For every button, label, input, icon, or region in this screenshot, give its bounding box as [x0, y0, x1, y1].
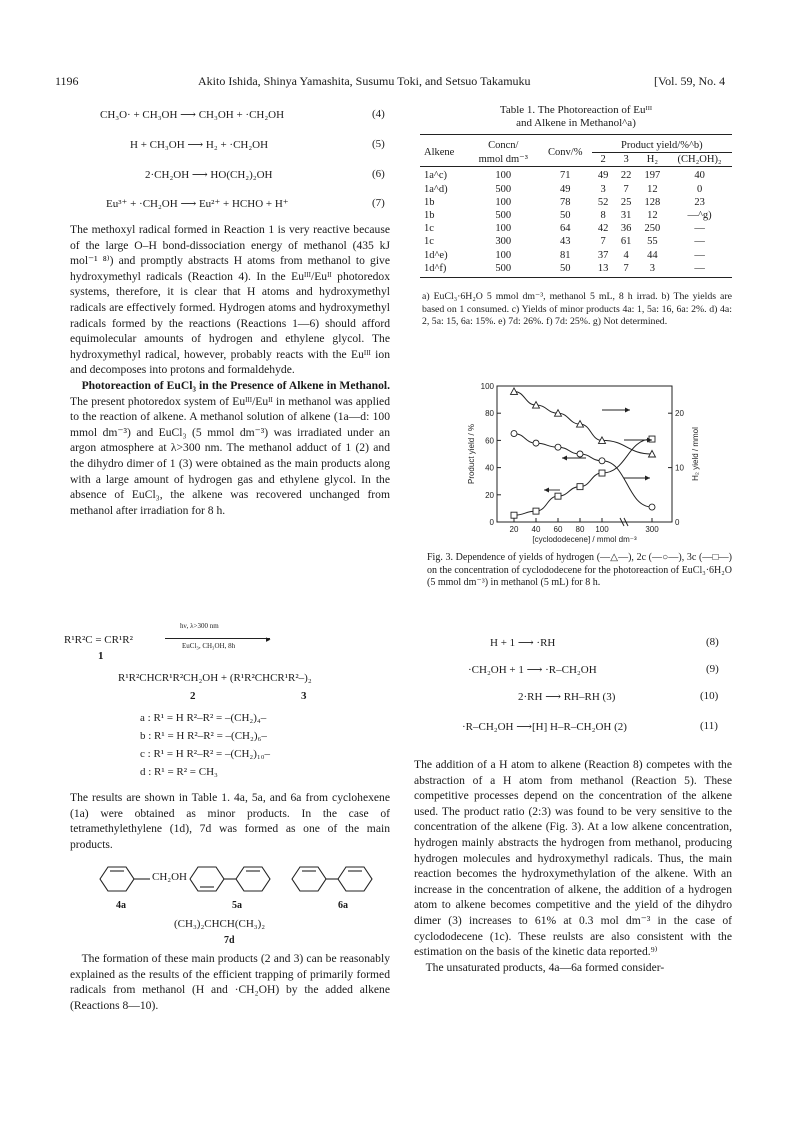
data-point-circle — [511, 431, 517, 437]
table-cell: 500 — [495, 262, 512, 274]
paragraph: The results are shown in Table 1. 4a, 5a, and 6a from cyclohexene (1a) were obtained as minor products. In the case of tetramethylethylene (1d), 7d was formed as one of the main products. — [70, 791, 390, 851]
table-cell: 31 — [620, 210, 632, 222]
table-cell: —^g) — [687, 210, 712, 222]
equation-4: CH₃O· + CH₃OH ⟶ CH₃OH + ·CH₂OH — [100, 109, 285, 121]
table-cell: 49 — [597, 170, 609, 182]
equation-8: H + 1 ⟶ ·RH — [490, 637, 556, 649]
y-tick-label: 80 — [485, 409, 494, 419]
table-cell: 12 — [647, 210, 658, 222]
left-text-block-3 — [70, 951, 390, 1013]
equation-7: Eu³⁺ + ·CH₂OH ⟶ Eu²⁺ + HCHO + H⁺ — [106, 198, 289, 210]
table-cell: 1b — [424, 210, 435, 222]
column-subheader: 2 — [600, 154, 606, 166]
arrow-head-icon — [645, 476, 650, 481]
scheme-definition-b: b : R¹ = H R²–R² = –(CH₂)₆– — [140, 730, 267, 742]
table-cell: 100 — [495, 196, 512, 208]
section-heading: Photoreaction of EuCl₃ in the Presence of Alkene in Methanol. — [81, 378, 390, 392]
table-cell: 1a^c) — [424, 170, 447, 182]
equation-number: (8) — [706, 636, 719, 648]
scheme-condition-bottom: EuCl₃, CH₃OH, 8h — [182, 642, 236, 650]
column-subheader: H₂ — [646, 154, 659, 166]
x-tick-label: 20 — [509, 525, 519, 534]
table-title-line-2: and Alkene in Methanol^a) — [516, 117, 636, 129]
table-cell: 3 — [649, 262, 656, 274]
table-cell: 500 — [495, 210, 512, 222]
chart-svg — [462, 380, 720, 546]
table-cell: — — [694, 236, 705, 248]
x-tick-label: 100 — [595, 525, 609, 534]
right-text-block — [414, 757, 732, 975]
table-cell: 1c — [424, 223, 434, 235]
table-cell: 71 — [559, 170, 571, 182]
paragraph: The methoxyl radical formed in Reaction 1 is very reactive because of the large O–H bond-dissociation energy of methanol (435 kJ mol⁻¹ ⁸⁾) and promptly abstracts H atoms from methanol to give hydroxymethyl radicals (Reaction 4). In the Euᴵᴵᴵ/Euᴵᴵ photoredox systems, therefore, it is clear that H atoms and hydroxymethyl radicals are effectively formed. Hydrogen atoms and hydroxymethyl radicals formed by the reactions (Reactions 1—6) should afford equimolecular amounts of hydrogen and ethylene glycol. The hydroxymethyl radical, however, probably reacts with the Euᴵᴵᴵ ion and decomposes into protons and formaldehyde. — [70, 223, 390, 377]
column-subheader: (CH₂OH)₂ — [677, 154, 722, 166]
table-cell: 8 — [600, 210, 606, 222]
table-cell: — — [694, 223, 705, 235]
equation-10: 2·RH ⟶ RH–RH (3) — [518, 691, 616, 703]
table-cell: 23 — [694, 196, 705, 208]
cyclohexene-structures — [96, 862, 386, 896]
table-row — [420, 209, 732, 222]
table-cell: 22 — [620, 170, 632, 182]
scheme-label-2: 2 — [190, 690, 196, 702]
formula-7d: (CH₃)₂CHCH(CH₃)₂ — [174, 918, 266, 930]
label-6a: 6a — [338, 900, 348, 911]
table-cell: 100 — [495, 223, 512, 235]
figure-caption: Fig. 3. Dependence of yields of hydrogen (—△—), 2c (—○—), 3c (—□—) on the concentration of cyclododecene for the photoreaction of EuCl₃·6H₂O (5 mmol dm⁻³) in methanol (5 mL) for 8 h. — [427, 552, 732, 589]
table-cell: 1d^e) — [424, 249, 448, 261]
y2-tick-label: 20 — [675, 409, 684, 419]
column-header: Alkene — [424, 147, 455, 159]
arrow-head-icon: ▸ — [266, 634, 271, 644]
scheme-condition-top: hν, λ>300 nm — [180, 622, 219, 630]
label-7d: 7d — [224, 935, 235, 946]
equation-number: (7) — [372, 197, 385, 209]
left-text-block-1 — [70, 222, 390, 518]
table-cell: 40 — [694, 170, 705, 182]
figure-3 — [462, 380, 720, 546]
table-cell: 1b — [424, 196, 435, 208]
equation-number: (11) — [700, 720, 718, 732]
table-cell: 55 — [647, 236, 658, 248]
table-cell: — — [694, 262, 705, 274]
label-5a: 5a — [232, 900, 242, 911]
x-tick-label: 300 — [645, 525, 659, 534]
y-tick-label: 60 — [485, 436, 494, 446]
table-cell: 49 — [559, 183, 571, 195]
column-header: Concn/ — [488, 140, 519, 152]
table-cell: 250 — [644, 223, 661, 235]
equation-6: 2·CH₂OH ⟶ HO(CH₂)₂OH — [145, 169, 273, 181]
running-authors: Akito Ishida, Shinya Yamashita, Susumu Toki, and Setsuo Takamuku — [198, 74, 531, 88]
data-point-circle — [555, 444, 561, 450]
table-cell: 78 — [559, 196, 571, 208]
table-cell: 3 — [600, 183, 606, 195]
table-title-line-1: Table 1. The Photoreaction of Euᴵᴵᴵ — [499, 104, 653, 116]
x-tick-label: 40 — [531, 525, 541, 534]
table-rule — [420, 277, 732, 278]
substituent-label: CH₂OH — [152, 871, 188, 883]
page-number: 1196 — [55, 74, 79, 88]
left-text-block-2 — [70, 790, 390, 852]
table-body — [420, 167, 732, 275]
table-cell: 12 — [647, 183, 658, 195]
table-cell: 81 — [559, 249, 571, 261]
table-row — [420, 262, 732, 275]
table-cell: 64 — [559, 223, 571, 235]
equation-number: (6) — [372, 168, 385, 180]
arrow-head-icon — [562, 456, 567, 461]
table-cell: 37 — [597, 249, 609, 261]
table-cell: 13 — [597, 262, 609, 274]
series-line — [514, 439, 652, 515]
table-row — [420, 167, 732, 183]
y-tick-label: 40 — [485, 463, 494, 473]
arrow-head-icon — [625, 408, 630, 413]
table-cell: 0 — [696, 183, 703, 195]
scheme-products: R¹R²CHCR¹R²CH₂OH + (R¹R²CHCR¹R²–)₂ — [118, 672, 312, 684]
data-point-circle — [533, 440, 539, 446]
table-cell: 4 — [623, 249, 629, 261]
data-point-square — [555, 493, 561, 499]
y2-tick-label: 10 — [675, 463, 684, 473]
equation-5: H + CH₃OH ⟶ H₂ + ·CH₂OH — [130, 139, 269, 151]
paragraph: The unsaturated products, 4a—6a formed consider- — [425, 960, 665, 974]
table-cell: 50 — [559, 262, 571, 274]
scheme-reactant: R¹R²C = CR¹R² — [64, 634, 133, 646]
table-cell: 50 — [559, 210, 571, 222]
column-header: Conv/% — [548, 147, 583, 159]
scheme-definition-a: a : R¹ = H R²–R² = –(CH₂)₄– — [140, 712, 267, 724]
table-cell: 300 — [495, 236, 512, 248]
data-point-square — [533, 508, 539, 514]
scheme-definition-c: c : R¹ = H R²–R² = –(CH₂)₁₀– — [140, 748, 271, 760]
data-point-square — [577, 484, 583, 490]
table-cell: 1c — [424, 236, 434, 248]
table-footnote: a) EuCl₃·6H₂O 5 mmol dm⁻³, methanol 5 mL, 8 h irrad. b) The yields are based on 1 consumed. c) Yields of minor products 4a: 1, 5a: 16, 6a: 2%. d) 4a: 2, 5a: 15, 6a: 15%. e) 7d: 26%. f) 7d: 25%. g) Not determined. — [422, 291, 732, 328]
scheme-definition-d: d : R¹ = R² = CH₃ — [140, 766, 218, 778]
table-row — [420, 183, 732, 196]
reaction-arrow — [165, 638, 270, 639]
table-title — [420, 104, 732, 130]
table-row — [420, 249, 732, 262]
table-cell: 7 — [600, 236, 606, 248]
table-cell: 43 — [559, 236, 571, 248]
table-cell: 100 — [495, 249, 512, 261]
table-row — [420, 222, 732, 235]
data-point-circle — [577, 451, 583, 457]
y2-tick-label: 0 — [675, 518, 680, 527]
y-tick-label: 100 — [480, 382, 494, 391]
table-row — [420, 235, 732, 248]
x-tick-label: 60 — [553, 525, 563, 534]
paragraph: The formation of these main products (2 and 3) can be reasonably explained as the results of the efficient trapping of primarily formed radicals from methanol (H and ·CH₂OH) by the added alkene (Reactions 8—10). — [70, 952, 390, 1012]
paragraph: The addition of a H atom to alkene (Reaction 8) competes with the abstraction of a H atom from methanol (Reaction 5). These competitive processes depend on the concentration of the alkene used. The product ratio (2:3) was found to be very sensitive to the concentration of the alkene (Fig. 3). At a low alkene concentration, hydrogen mainly abstracts the hydrogen from methanol, producing hydrogen molecules and hydroxymethyl radicals. Thus, the main reaction becomes the hydroxymethylation of the alkene. With an increase in the concentration of alkene, the addition of a hydrogen atom to alkene becomes competitive and the yield of the dihydro dimer (3) increases to 61% at 0.3 mol dm⁻³ in the case of cyclododecene (1c). These reulsts are also consistent with the estimation on the basis of the kinetic data reported.⁹⁾ — [414, 758, 732, 959]
paragraph-text: The present photoredox system of Euᴵᴵᴵ/Euᴵᴵ in methanol was applied to the reaction of alkene. A methanol solution of alkene (1a—d: 100 mmol dm⁻³) and EuCl₃ (5 mmol dm⁻³) was irradiated under an argon atmosphere at λ>300 nm. The methanol adduct of 1 (2) and the dihydro dimer of 1 (3) were obtained as the main products along with a large amount of hydrogen gas and ethylene glycol. In the absence of EuCl₃, the alkene was recovered unchanged from methanol after irradiation for 8 h. — [70, 394, 390, 517]
column-header-unit: mmol dm⁻³ — [478, 153, 528, 165]
y-tick-label: 20 — [485, 490, 494, 500]
data-point-circle — [599, 458, 605, 464]
table-cell: 52 — [597, 196, 609, 208]
scheme-label-1: 1 — [98, 650, 104, 662]
column-header: Product yield/%^b) — [592, 135, 732, 153]
x-tick-label: 80 — [575, 525, 585, 534]
y-axis-label: Product yield / % — [467, 423, 476, 485]
data-point-circle — [649, 504, 655, 510]
arrow-head-icon — [544, 488, 549, 493]
table-1 — [420, 134, 732, 278]
y-tick-label: 0 — [489, 518, 494, 527]
label-4a: 4a — [116, 900, 126, 911]
table-cell: 44 — [647, 249, 658, 261]
table-cell: — — [694, 249, 705, 261]
data-point-square — [599, 470, 605, 476]
table-cell: 7 — [623, 183, 629, 195]
table-cell: 197 — [644, 170, 661, 182]
equation-11: ·R–CH₂OH ⟶[H] H–R–CH₂OH (2) — [462, 721, 627, 733]
equation-number: (4) — [372, 108, 385, 120]
table-cell: 500 — [495, 183, 512, 195]
table-row — [420, 196, 732, 209]
data-point-square — [511, 512, 517, 518]
table-cell: 1d^f) — [424, 262, 447, 274]
equation-9: ·CH₂OH + 1 ⟶ ·R–CH₂OH — [468, 664, 597, 676]
table-cell: 128 — [644, 196, 661, 208]
paragraph — [70, 378, 390, 518]
equation-number: (9) — [706, 663, 719, 675]
volume-info: [Vol. 59, No. 4 — [654, 74, 726, 88]
table-cell: 100 — [495, 170, 512, 182]
equation-number: (5) — [372, 138, 385, 150]
scheme-label-3: 3 — [301, 690, 307, 702]
table-cell: 36 — [620, 223, 632, 235]
data-table — [420, 134, 732, 275]
table-cell: 1a^d) — [424, 183, 448, 195]
y2-axis-label: H₂ yield / mmol — [691, 427, 700, 481]
column-subheader: 3 — [623, 154, 629, 166]
x-axis-label: [cyclododecene] / mmol dm⁻³ — [532, 535, 637, 544]
table-cell: 25 — [620, 196, 632, 208]
table-cell: 7 — [623, 262, 629, 274]
table-cell: 61 — [620, 236, 632, 248]
equation-number: (10) — [700, 690, 719, 702]
table-cell: 42 — [597, 223, 609, 235]
